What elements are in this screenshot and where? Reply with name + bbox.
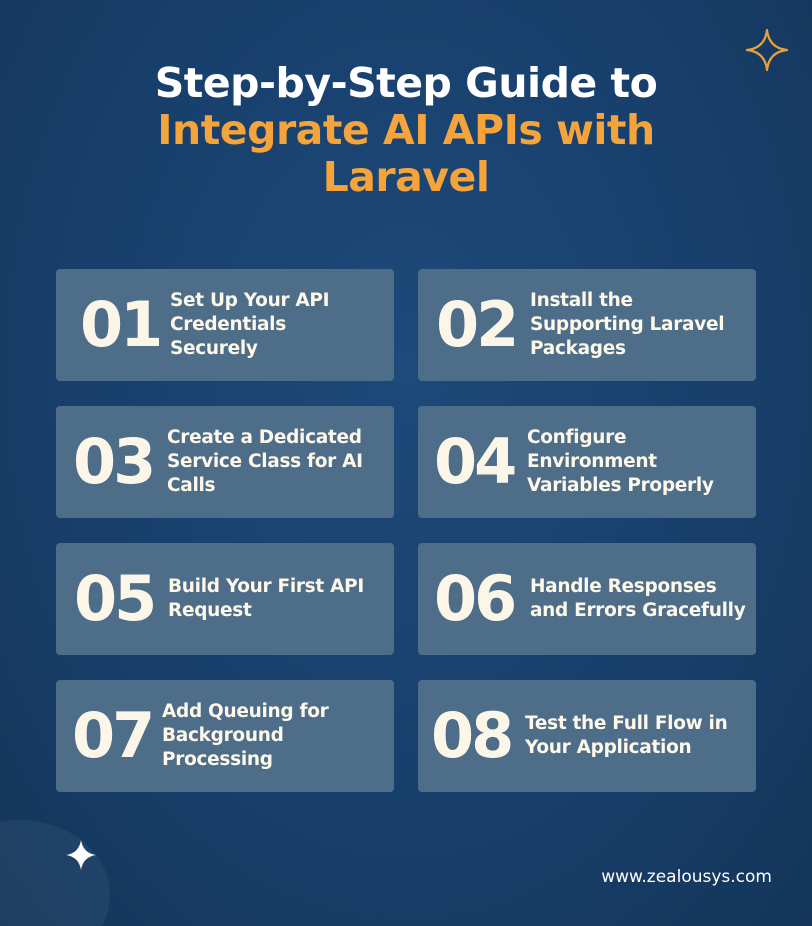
step-card-03 <box>56 406 394 518</box>
step-number: 06 <box>434 562 515 635</box>
page-title <box>0 60 812 201</box>
step-text: Handle Responses and Errors Gracefully <box>530 576 746 621</box>
step-card-01 <box>56 269 394 381</box>
step-number: 05 <box>74 562 155 635</box>
step-text: Configure Environment Variables Properly <box>527 427 714 496</box>
step-card-02 <box>418 269 756 381</box>
step-number: 03 <box>73 425 154 498</box>
step-text: Set Up Your API Credentials Securely <box>170 290 330 359</box>
step-number: 04 <box>434 425 515 498</box>
step-number: 02 <box>436 288 517 361</box>
title-line-3: Laravel <box>322 153 490 201</box>
website-url: www.zealousys.com <box>601 867 772 887</box>
step-card-08 <box>418 680 756 792</box>
step-number: 08 <box>431 699 512 772</box>
step-text: Add Queuing for Background Processing <box>162 701 329 770</box>
title-line-1: Step-by-Step Guide to <box>154 59 658 107</box>
background-cloud-shape <box>0 820 110 926</box>
step-card-05 <box>56 543 394 655</box>
title-line-2: Integrate AI APIs with <box>157 106 655 154</box>
step-text: Create a Dedicated Service Class for AI Calls <box>167 427 363 496</box>
step-text: Test the Full Flow in Your Application <box>525 713 728 758</box>
step-card-06 <box>418 543 756 655</box>
step-number: 01 <box>80 288 161 361</box>
step-number: 07 <box>72 699 153 772</box>
step-card-07 <box>56 680 394 792</box>
step-text: Install the Supporting Laravel Packages <box>530 290 725 359</box>
step-text: Build Your First API Request <box>168 576 364 621</box>
step-card-04 <box>418 406 756 518</box>
sparkle-filled-icon <box>64 838 98 872</box>
